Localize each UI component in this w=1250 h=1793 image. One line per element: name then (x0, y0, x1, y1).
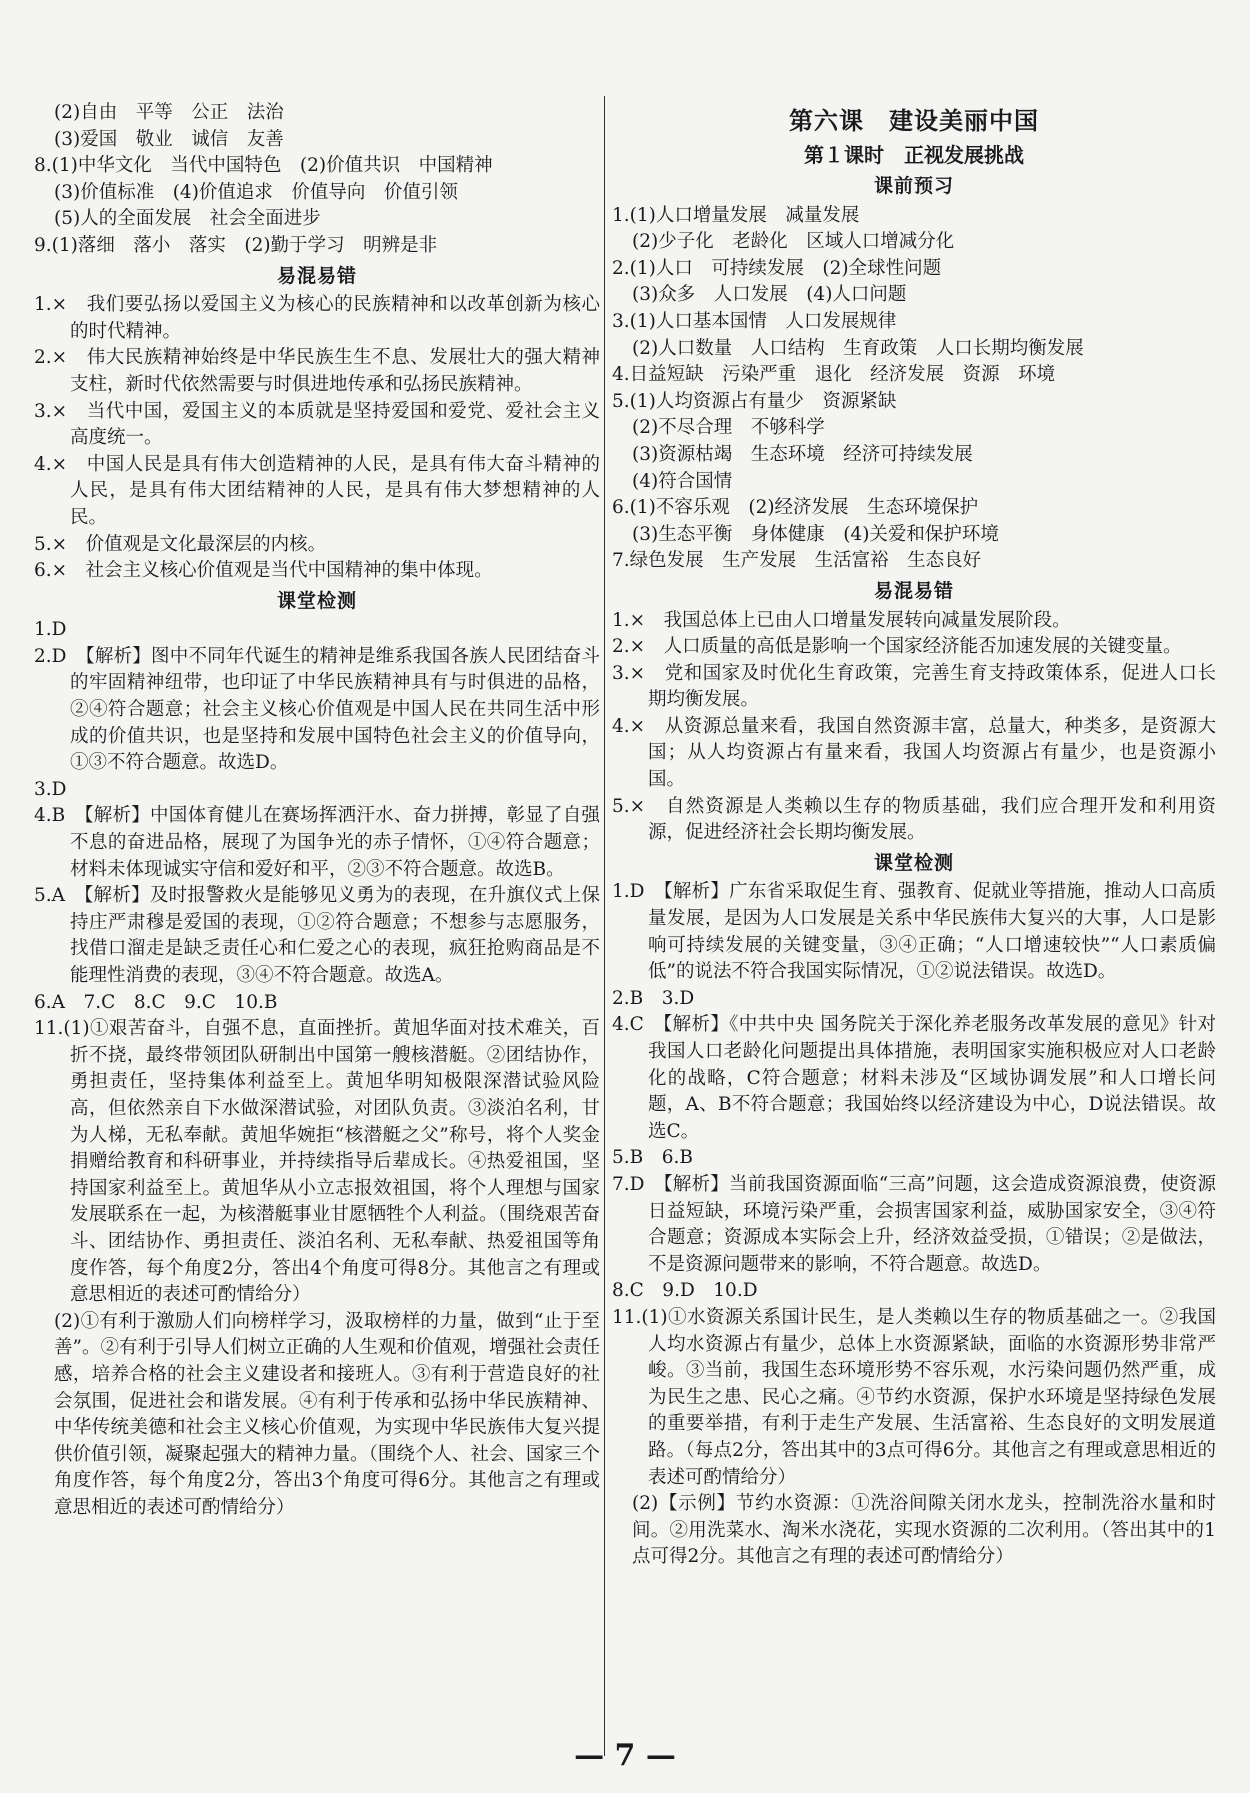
line: (2)不尽合理 不够科学 (632, 417, 825, 439)
answer-item: 1.D 【解析】广东省采取促生育、强教育、促就业等措施，推动人口高质量发展，是因为人口发展是关系中华民族伟大复兴的大事，人口是影响可持续发展的关键变量，③④正确；“人口增速较快”“人口素质偏低”的说法不符合我国实际情况，①②说法错误。故选D。 (612, 881, 1216, 983)
answer-item: 4.× 从资源总量来看，我国自然资源丰富，总量大，种类多，是资源大国；从人均资源占有量来看，我国人均资源占有量少，也是资源小国。 (612, 715, 1216, 791)
left-column (34, 100, 600, 1521)
answer-item: 2.× 伟大民族精神始终是中华民族生生不息、发展壮大的强大精神支柱，新时代依然需要与时俱进地传承和弘扬民族精神。 (34, 347, 600, 395)
answer-item: 1.× 我国总体上已由人口增量发展转向减量发展阶段。 (612, 609, 1071, 631)
section-heading: 课前预习 (873, 175, 954, 197)
answer-item: 3.D (34, 778, 67, 800)
line: 7.绿色发展 生产发展 生活富裕 生态良好 (612, 550, 982, 572)
lesson-title: 第六课 建设美丽中国 (789, 107, 1039, 135)
section-heading: 课堂检测 (873, 851, 954, 874)
section-heading: 易混易错 (276, 264, 357, 287)
line: 4.日益短缺 污染严重 退化 经济发展 资源 环境 (612, 364, 1056, 386)
answer-item: 6.× 社会主义核心价值观是当代中国精神的集中体现。 (34, 560, 493, 582)
line: (3)价值标准 (4)价值追求 价值导向 价值引领 (54, 181, 458, 203)
answer-item: 4.× 中国人民是具有伟大创造精神的人民，是具有伟大奋斗精神的人民，是具有伟大团结精神的人民，是具有伟大梦想精神的人民。 (34, 453, 600, 528)
line: (2)少子化 老龄化 区域人口增减分化 (632, 231, 955, 253)
line: (2)自由 平等 公正 法治 (54, 102, 284, 123)
answer-item: (2)【示例】节约水资源：①洗浴间隙关闭水龙头，控制洗浴水量和时间。②用洗菜水、淘米水浇花，实现水资源的二次利用。（答出其中的1点可得2分。其他言之有理的表述可酌情给分） (632, 1493, 1216, 1568)
answer-item: 5.A 【解析】及时报警救火是能够见义勇为的表现，在升旗仪式上保持庄严肃穆是爱国的表现，①②符合题意；不想参与志愿服务，找借口溜走是缺乏责任心和仁爱之心的表现，疯狂抢购商品是不能理性消费的表现，③④不符合题意。故选A。 (34, 885, 600, 986)
answer-item: 2.D 【解析】图中不同年代诞生的精神是维系我国各族人民团结奋斗的牢固精神纽带，也印证了中华民族精神具有与时俱进的品格，②④符合题意；社会主义核心价值观是中国人民在共同生活中形成的价值共识，也是坚持和发展中国特色社会主义的价值导向，①③不符合题意。故选D。 (34, 645, 600, 774)
right-column (612, 100, 1216, 1571)
line: (5)人的全面发展 社会全面进步 (54, 208, 321, 230)
answer-item: 4.C 【解析】《中共中央 国务院关于深化养老服务改革发展的意见》针对我国人口老龄化问题提出具体措施，表明国家实施积极应对人口老龄化的战略，C符合题意；材料未涉及“区域协调发展”和人口增长问题，A、B不符合题意；我国始终以经济建设为中心，D说法错误。故选C。 (612, 1014, 1216, 1142)
line: 3.(1)人口基本国情 人口发展规律 (612, 310, 897, 332)
line: (2)人口数量 人口结构 生育政策 人口长期均衡发展 (632, 337, 1084, 359)
line: 6.(1)不容乐观 (2)经济发展 生态环境保护 (612, 497, 979, 519)
answer-item: 11.(1)①水资源关系国计民生，是人类赖以生存的物质基础之一。②我国人均水资源占有量少，总体上水资源紧缺，面临的水资源形势非常严峻。③当前，我国生态环境形势不容乐观，水污染问题仍然严重，成为民生之患、民心之痛。④节约水资源，保护水环境是坚持绿色发展的重要举措，有利于走生产发展、生活富裕、生态良好的文明发展道路。（每点2分，答出其中的3点可得6分。其他言之有理或意思相近的表述可酌情给分） (612, 1306, 1216, 1488)
line: (3)爱国 敬业 诚信 友善 (54, 128, 284, 150)
answer-item: 5.× 自然资源是人类赖以生存的物质基础，我们应合理开发和利用资源，促进经济社会长期均衡发展。 (612, 795, 1216, 844)
line: 1.(1)人口增量发展 减量发展 (612, 204, 860, 226)
answer-item: 7.D 【解析】当前我国资源面临“三高”问题，这会造成资源浪费，使资源日益短缺，环境污染严重，会损害国家利益，威胁国家安全，③④符合题意；资源成本实际会上升，经济效益受损，①错误；②是做法，不是资源问题带来的影响，不符合题意。故选D。 (612, 1173, 1216, 1275)
answer-item: 6.A 7.C 8.C 9.C 10.B (34, 991, 278, 1013)
answer-item: 11.(1)①艰苦奋斗，自强不息，直面挫折。黄旭华面对技术难关，百折不挠，最终带领团队研制出中国第一艘核潜艇。②团结协作，勇担责任，坚持集体利益至上。黄旭华明知极限深潜试验风险高，但依然亲自下水做深潜试验，对团队负责。③淡泊名利，甘为人梯，无私奉献。黄旭华婉拒“核潜艇之父”称号，将个人奖金捐赠给教育和科研事业，并持续指导后辈成长。④热爱祖国，坚持国家利益至上。黄旭华从小立志报效祖国，将个人理想与国家发展联系在一起，为核潜艇事业甘愿牺牲个人利益。（围绕艰苦奋斗、团结协作、勇担责任、淡泊名利、无私奉献、热爱祖国等角度作答，每个角度2分，答出4个角度可得8分。其他言之有理或意思相近的表述可酌情给分） (34, 1018, 600, 1306)
line: (3)生态平衡 身体健康 (4)关爱和保护环境 (632, 523, 999, 545)
line: (4)符合国情 (632, 470, 733, 492)
answer-item: 8.C 9.D 10.D (612, 1280, 758, 1302)
answer-item: 5.B 6.B (612, 1147, 693, 1169)
line: 2.(1)人口 可持续发展 (2)全球性问题 (612, 257, 942, 279)
answer-item: 5.× 价值观是文化最深层的内核。 (34, 533, 327, 555)
answer-item: 1.× 我们要弘扬以爱国主义为核心的民族精神和以改革创新为核心的时代精神。 (34, 294, 600, 342)
answer-item: 2.B 3.D (612, 987, 695, 1009)
period-title: 第１课时 正视发展挑战 (804, 143, 1024, 167)
answer-item: 3.× 党和国家及时优化生育政策，完善生育支持政策体系，促进人口长期均衡发展。 (612, 662, 1216, 711)
answer-item: 2.× 人口质量的高低是影响一个国家经济能否加速发展的关键变量。 (612, 636, 1182, 658)
line: 9.(1)落细 落小 落实 (2)勤于学习 明辨是非 (34, 234, 438, 256)
line: (3)众多 人口发展 (4)人口问题 (632, 284, 907, 306)
answer-item: 3.× 当代中国，爱国主义的本质就是坚持爱国和爱党、爱社会主义高度统一。 (34, 400, 600, 449)
line: 5.(1)人均资源占有量少 资源紧缺 (612, 390, 897, 412)
line: (3)资源枯竭 生态环境 经济可持续发展 (632, 443, 973, 465)
line: 8.(1)中华文化 当代中国特色 (2)价值共识 中国精神 (34, 155, 493, 177)
section-heading: 易混易错 (873, 579, 954, 602)
column-divider (604, 96, 605, 1756)
answer-item: 1.D (34, 619, 67, 641)
page-number: — 7 — (574, 1738, 676, 1773)
answer-item: (2)①有利于激励人们向榜样学习，汲取榜样的力量，做到“止于至善”。②有利于引导人们树立正确的人生观和价值观，增强社会责任感，培养合格的社会主义建设者和接班人。③有利于营造良好的社会氛围，促进社会和谐发展。④有利于传承和弘扬中华民族精神、中华传统美德和社会主义核心价值观，为实现中华民族伟大复兴提供价值引领，凝聚起强大的精神力量。（围绕个人、社会、国家三个角度作答，每个角度2分，答出3个角度可得6分。其他言之有理或意思相近的表述可酌情给分） (54, 1310, 600, 1518)
section-heading: 课堂检测 (276, 589, 357, 612)
answer-item: 4.B 【解析】中国体育健儿在赛场挥洒汗水、奋力拼搏，彰显了自强不息的奋进品格，展现了为国争光的赤子情怀，①④符合题意；材料未体现诚实守信和爱好和平，②③不符合题意。故选B。 (34, 805, 600, 880)
